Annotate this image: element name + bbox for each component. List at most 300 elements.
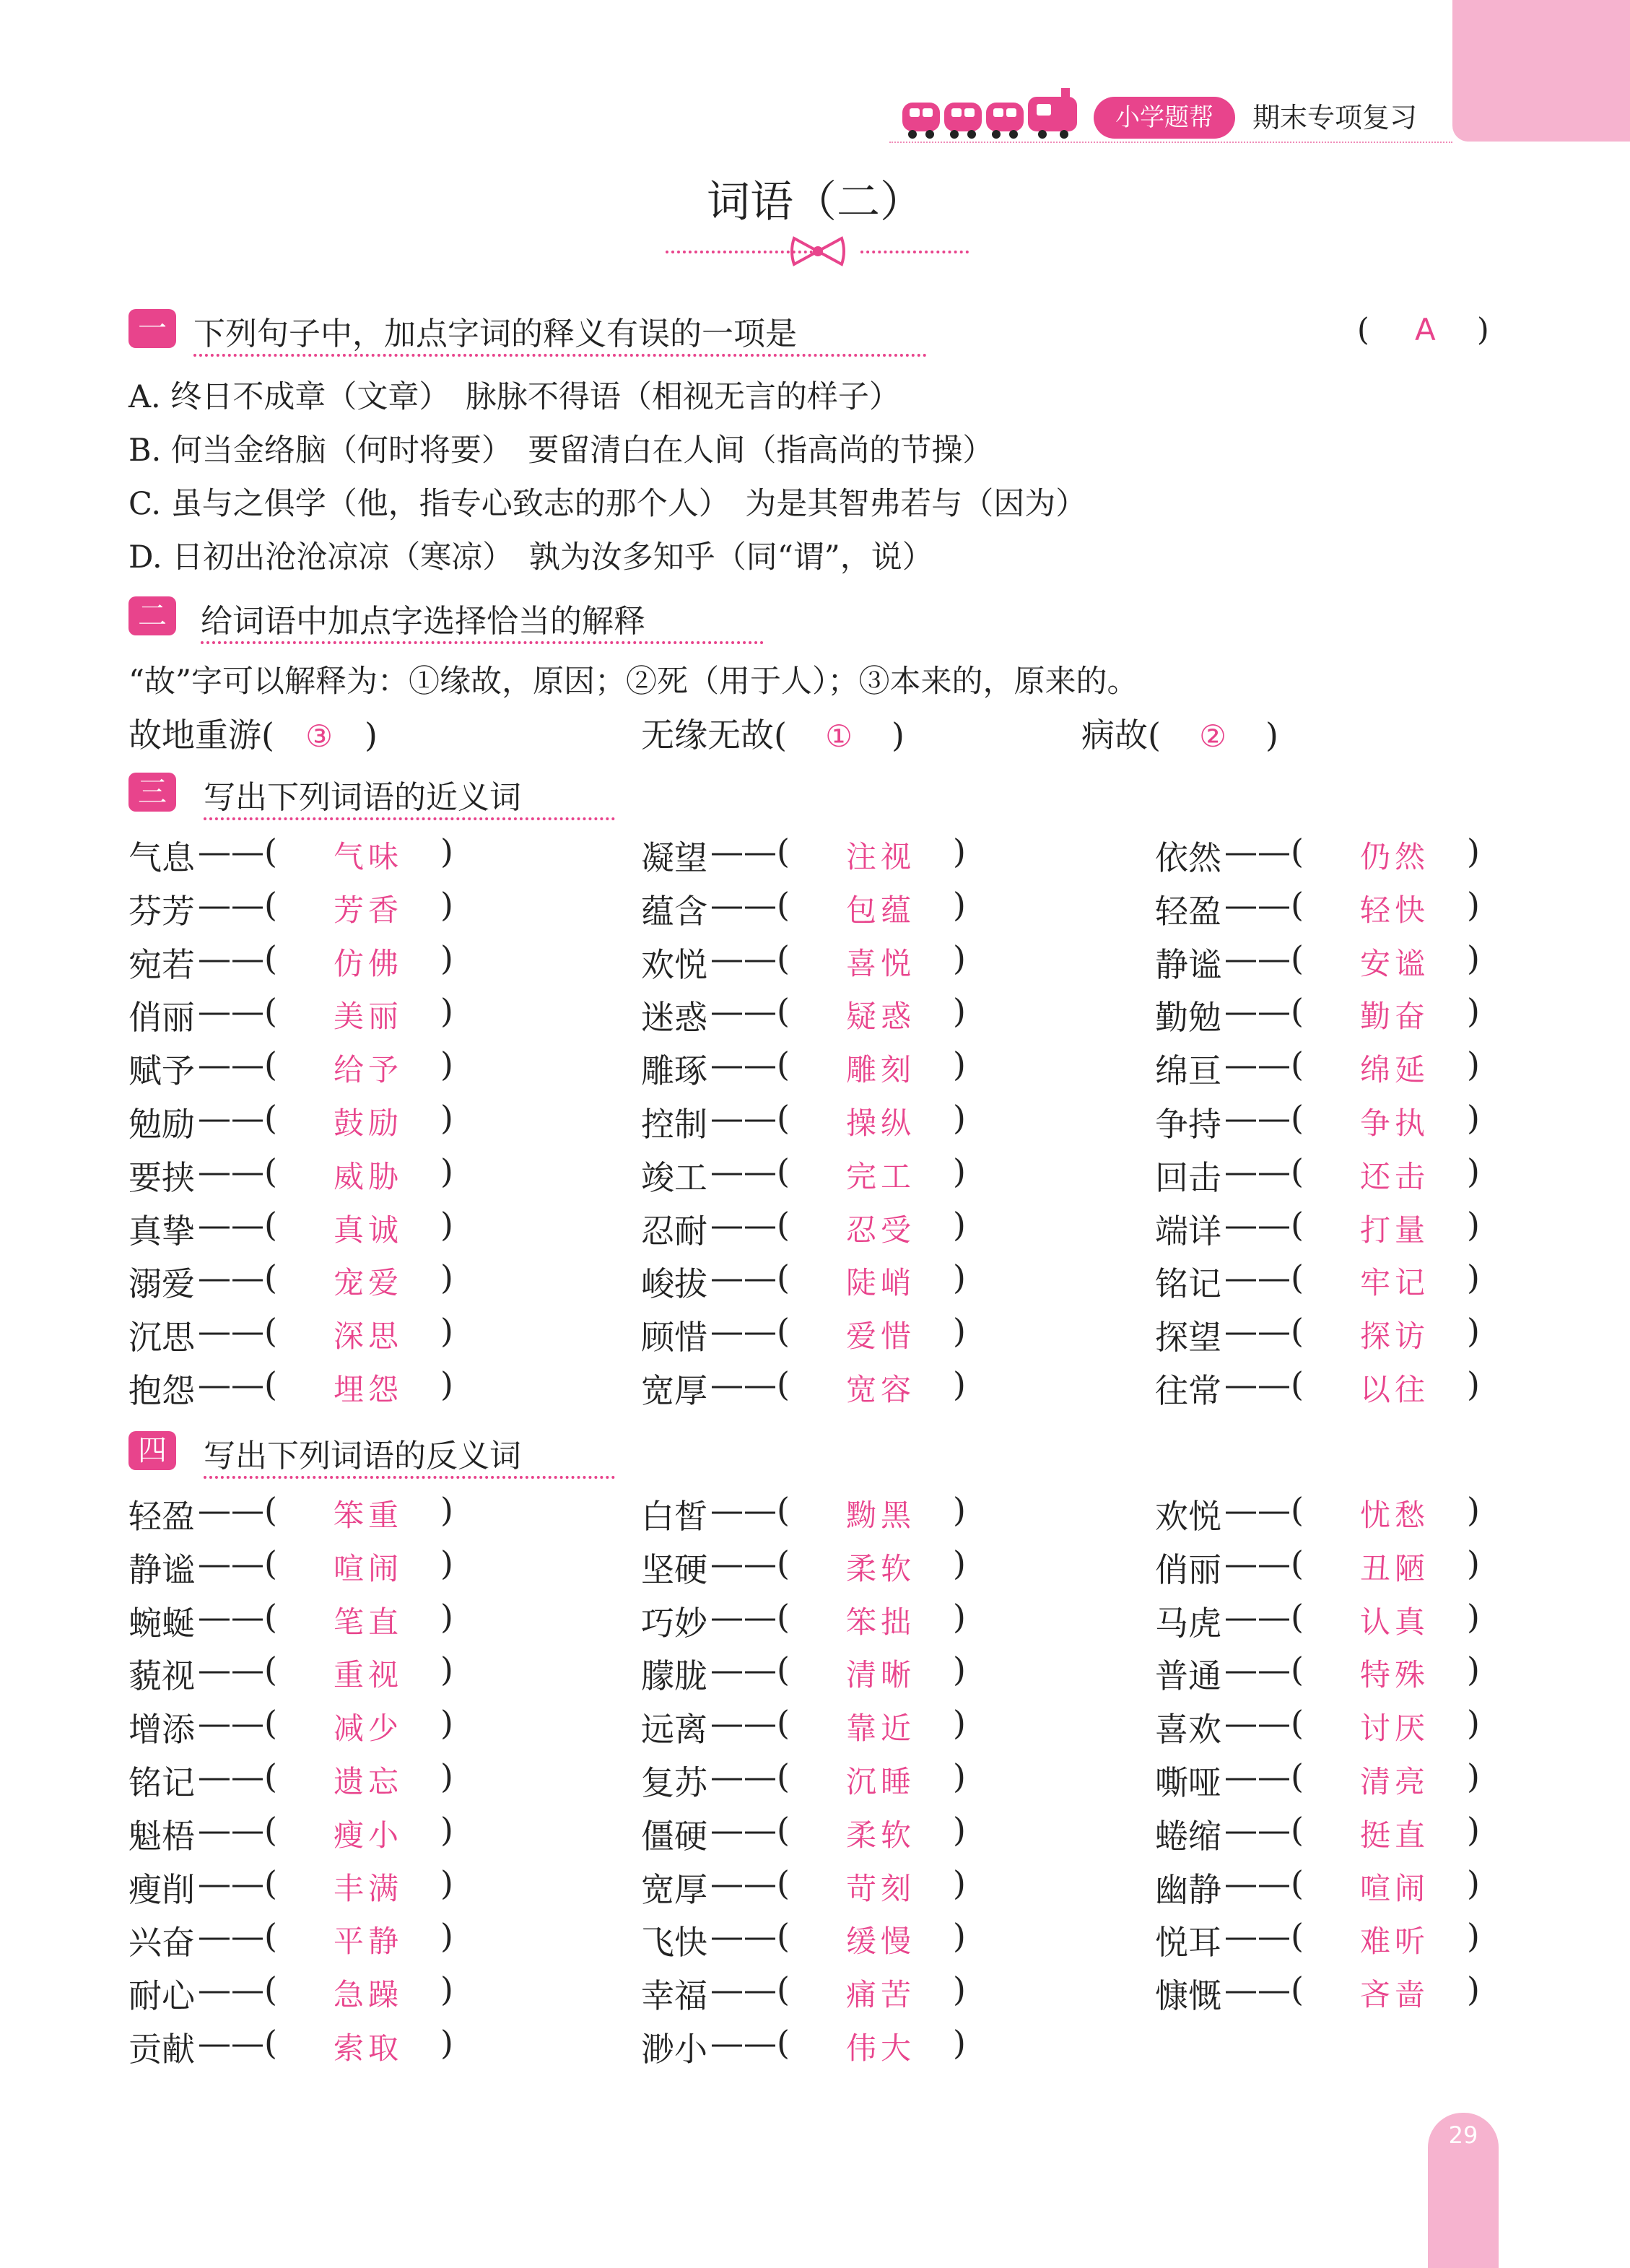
answer-word: 丑陋 — [1360, 1551, 1430, 1586]
section-3-title: 写出下列词语的近义词 — [204, 779, 521, 816]
close-paren: ) — [440, 832, 453, 871]
answer-word: 瘦小 — [334, 1817, 404, 1853]
close-paren: ) — [440, 1864, 453, 1903]
bow-icon — [790, 234, 846, 269]
prompt-word: 铭记 — [1155, 1264, 1221, 1303]
close-paren: ) — [953, 1810, 966, 1849]
close-paren: ) — [953, 1365, 966, 1404]
brand-badge: 小学题帮 — [1094, 97, 1235, 139]
prompt-word: 嘶哑 — [1155, 1763, 1221, 1802]
prompt-word: 绵亘 — [1155, 1051, 1221, 1090]
word-pair-row — [128, 1650, 533, 1693]
dash-open-paren: ——( — [1224, 832, 1304, 871]
prompt-word: 轻盈 — [1155, 892, 1221, 931]
section-2-badge: 二 — [128, 596, 176, 635]
close-paren: ) — [953, 1258, 966, 1297]
prompt-word: 飞快 — [641, 1923, 707, 1962]
close-paren: ) — [953, 2023, 966, 2062]
word-pair-row — [641, 1597, 1045, 1641]
word-pair-row — [641, 1650, 1045, 1693]
word-pair-row — [128, 1703, 533, 1747]
dash-open-paren: ——( — [198, 1490, 277, 1529]
prompt-word: 铭记 — [128, 1763, 195, 1802]
answer-word: 完工 — [846, 1159, 916, 1194]
prompt-word: 增添 — [128, 1710, 195, 1749]
close-paren: ) — [1467, 1757, 1480, 1796]
close-paren: ) — [440, 1258, 453, 1297]
word-pair-row — [1155, 1098, 1559, 1142]
prompt-word: 悦耳 — [1155, 1923, 1221, 1962]
close-paren: ) — [1467, 991, 1480, 1030]
dash-open-paren: ——( — [710, 1544, 790, 1583]
prompt-word: 溺爱 — [128, 1264, 195, 1303]
answer-word: 笨拙 — [846, 1604, 916, 1640]
answer-word: 雕刻 — [846, 1052, 916, 1087]
word-pair-row — [128, 939, 533, 982]
dash-open-paren: ——( — [1224, 1916, 1304, 1955]
close-paren: ) — [1467, 1970, 1480, 2009]
word-pair-row — [128, 1311, 533, 1355]
dash-open-paren: ——( — [198, 939, 277, 978]
word-pair-row — [1155, 939, 1559, 982]
answer-close-paren: ) — [1477, 312, 1489, 348]
answer-word: 伟大 — [846, 2030, 916, 2066]
prompt-word: 静谧 — [128, 1550, 195, 1589]
word-pair-row — [1155, 1703, 1559, 1747]
close-paren: ) — [1467, 1258, 1480, 1297]
answer-word: 苛刻 — [846, 1871, 916, 1906]
prompt-word: 贡献 — [128, 2030, 195, 2069]
answer-word: 美丽 — [334, 999, 404, 1034]
dash-open-paren: ——( — [1224, 1098, 1304, 1137]
prompt-word: 宽厚 — [641, 1870, 707, 1909]
word-pair-row — [1155, 1045, 1559, 1088]
prompt-word: 迷惑 — [641, 998, 707, 1037]
answer-word: 勤奋 — [1360, 999, 1430, 1034]
answer-word: 挺直 — [1360, 1817, 1430, 1853]
dash-open-paren: ——( — [1224, 1970, 1304, 2009]
prompt-word: 巧妙 — [641, 1604, 707, 1643]
section-1-answer: A — [1415, 312, 1436, 347]
answer-word: 丰满 — [334, 1871, 404, 1906]
dash-open-paren: ——( — [1224, 1757, 1304, 1796]
dash-open-paren: ——( — [1224, 1703, 1304, 1742]
word-pair-row — [128, 1757, 533, 1800]
answer-word: 平静 — [334, 1924, 404, 1959]
dash-open-paren: ——( — [710, 1864, 790, 1903]
close-paren: ) — [440, 939, 453, 978]
dash-open-paren: ——( — [1224, 1810, 1304, 1849]
answer-word: 黝黑 — [846, 1498, 916, 1533]
close-paren: ) — [440, 1365, 453, 1404]
word-pair-row — [128, 832, 533, 875]
section-2-item: 无缘无故( ① ) — [641, 716, 905, 755]
close-paren: ) — [1467, 1152, 1480, 1191]
answer-word: 轻快 — [1360, 892, 1430, 928]
dash-open-paren: ——( — [710, 1650, 790, 1689]
prompt-word: 峻拔 — [641, 1264, 707, 1303]
close-paren: ) — [1467, 1311, 1480, 1350]
dash-open-paren: ——( — [1224, 1258, 1304, 1297]
prompt-word: 远离 — [641, 1710, 707, 1749]
prompt-word: 静谧 — [1155, 945, 1221, 984]
word-pair-row — [1155, 1916, 1559, 1960]
answer-word: 深思 — [334, 1318, 404, 1354]
prompt-word: 争持 — [1155, 1105, 1221, 1144]
answer-word: 难听 — [1360, 1924, 1430, 1959]
close-paren: ) — [1467, 1490, 1480, 1529]
dash-open-paren: ——( — [198, 1311, 277, 1350]
answer-word: 急躁 — [334, 1977, 404, 2012]
answer-word: 仍然 — [1360, 839, 1430, 874]
close-paren: ) — [953, 1864, 966, 1903]
dash-open-paren: ——( — [710, 1757, 790, 1796]
close-paren: ) — [1467, 1544, 1480, 1583]
dash-open-paren: ——( — [198, 885, 277, 924]
answer-word: 注视 — [846, 839, 916, 874]
word-pair-row — [128, 1597, 533, 1641]
prompt-word: 依然 — [1155, 838, 1221, 877]
word-pair-row — [1155, 1864, 1559, 1907]
page-number: 29 — [1448, 2121, 1478, 2149]
prompt-word: 蜷缩 — [1155, 1817, 1221, 1856]
answer-word: 吝啬 — [1360, 1977, 1430, 2012]
answer-word: 喜悦 — [846, 946, 916, 981]
close-paren: ) — [953, 1597, 966, 1636]
prompt-word: 抱怨 — [128, 1371, 195, 1410]
answer-word: 宽容 — [846, 1372, 916, 1407]
prompt-word: 俏丽 — [128, 998, 195, 1037]
word-pair-row — [641, 1810, 1045, 1854]
close-paren: ) — [1467, 1045, 1480, 1084]
close-paren: ) — [440, 1916, 453, 1955]
prompt-word: 瘦削 — [128, 1870, 195, 1909]
dash-open-paren: ——( — [198, 1757, 277, 1796]
corner-tab — [1452, 0, 1630, 142]
dash-open-paren: ——( — [1224, 1650, 1304, 1689]
dash-open-paren: ——( — [198, 1152, 277, 1191]
answer-word: 沉睡 — [846, 1764, 916, 1799]
word-pair-row — [641, 2023, 1045, 2067]
word-pair-row — [1155, 1490, 1559, 1534]
answer-word: 牢记 — [1360, 1265, 1430, 1300]
answer-word: 包蕴 — [846, 892, 916, 928]
word-pair-row — [128, 885, 533, 929]
section-3-underline — [204, 817, 615, 820]
close-paren: ) — [440, 1152, 453, 1191]
dash-open-paren: ——( — [198, 991, 277, 1030]
answer-word: 喧闹 — [1360, 1871, 1430, 1906]
dash-open-paren: ——( — [710, 1970, 790, 2009]
answer-open-paren: ( — [1357, 312, 1369, 348]
close-paren: ) — [440, 1757, 453, 1796]
title-divider-right — [860, 251, 969, 253]
word-pair-row — [641, 1864, 1045, 1907]
word-pair-row — [641, 1205, 1045, 1251]
dash-open-paren: ——( — [198, 1597, 277, 1636]
close-paren: ) — [953, 1703, 966, 1742]
prompt-word: 普通 — [1155, 1656, 1221, 1695]
word-pair-row — [128, 1152, 533, 1195]
item-answer: ③ — [305, 718, 337, 754]
word-pair-row — [1155, 1258, 1559, 1301]
prompt-word: 凝望 — [641, 838, 707, 877]
answer-word: 特殊 — [1360, 1657, 1430, 1693]
answer-word: 争执 — [1360, 1105, 1430, 1141]
prompt-word: 真挚 — [128, 1212, 195, 1251]
dash-open-paren: ——( — [710, 1152, 790, 1191]
close-paren: ) — [953, 1757, 966, 1796]
page-title: 词语（二） — [707, 177, 923, 227]
word-pair-row — [128, 1045, 533, 1088]
prompt-word: 芬芳 — [128, 892, 195, 931]
dash-open-paren: ——( — [198, 1916, 277, 1955]
answer-word: 讨厌 — [1360, 1711, 1430, 1746]
word-pair-row — [1155, 1650, 1559, 1693]
section-1-underline — [193, 354, 927, 357]
close-paren: ) — [440, 885, 453, 924]
close-paren: ) — [953, 939, 966, 978]
item-word: 故地重游 — [128, 716, 261, 755]
prompt-word: 白皙 — [641, 1497, 707, 1536]
dash-open-paren: ——( — [1224, 1152, 1304, 1191]
dash-open-paren: ——( — [710, 832, 790, 871]
dash-open-paren: ——( — [1224, 939, 1304, 978]
close-paren: ) — [440, 2023, 453, 2062]
word-pair-row — [641, 1916, 1045, 1960]
answer-word: 认真 — [1360, 1604, 1430, 1640]
close-paren: ) — [953, 1098, 966, 1137]
dash-open-paren: ——( — [1224, 1045, 1304, 1084]
prompt-word: 坚硬 — [641, 1550, 707, 1589]
close-paren: ) — [953, 885, 966, 924]
word-pair-row — [641, 1544, 1045, 1587]
dash-open-paren: ——( — [1224, 1864, 1304, 1903]
prompt-word: 控制 — [641, 1105, 707, 1144]
answer-word: 减少 — [334, 1711, 404, 1746]
dash-open-paren: ——( — [1224, 991, 1304, 1030]
answer-word: 喧闹 — [334, 1551, 404, 1586]
close-paren: ) — [953, 1970, 966, 2009]
word-pair-row — [641, 1258, 1045, 1301]
word-pair-row — [128, 1864, 533, 1907]
dash-open-paren: ——( — [198, 1205, 277, 1244]
close-paren: ) — [440, 1311, 453, 1350]
answer-word: 打量 — [1360, 1212, 1430, 1248]
word-pair-row — [641, 1490, 1045, 1534]
word-pair-row — [641, 1311, 1045, 1355]
answer-word: 重视 — [334, 1657, 404, 1693]
close-paren: ) — [953, 1916, 966, 1955]
prompt-word: 耐心 — [128, 1976, 195, 2015]
answer-word: 清亮 — [1360, 1764, 1430, 1799]
dash-open-paren: ——( — [710, 1597, 790, 1636]
close-paren: ) — [953, 991, 966, 1030]
answer-word: 笨重 — [334, 1498, 404, 1533]
answer-word: 安谧 — [1360, 946, 1430, 981]
answer-word: 清晰 — [846, 1657, 916, 1693]
word-pair-row — [128, 1098, 533, 1142]
answer-word: 绵延 — [1360, 1052, 1430, 1087]
answer-word: 气味 — [334, 839, 404, 874]
option-d: D. 日初出沧沧凉凉（寒凉） 孰为汝多知乎（同“谓”，说） — [128, 539, 933, 575]
word-pair-row — [1155, 1970, 1559, 2013]
dash-open-paren: ——( — [1224, 1205, 1304, 1244]
prompt-word: 宛若 — [128, 945, 195, 984]
word-pair-row — [1155, 1757, 1559, 1800]
close-paren: ) — [1467, 1205, 1480, 1244]
close-paren: ) — [1467, 1916, 1480, 1955]
word-pair-row — [128, 1970, 533, 2013]
prompt-word: 要挟 — [128, 1158, 195, 1197]
word-pair-row — [1155, 1810, 1559, 1854]
answer-word: 忧愁 — [1360, 1498, 1430, 1533]
prompt-word: 勤勉 — [1155, 998, 1221, 1037]
close-paren: ) — [1467, 885, 1480, 924]
prompt-word: 蕴含 — [641, 892, 707, 931]
dash-open-paren: ——( — [1224, 1365, 1304, 1404]
dash-open-paren: ——( — [198, 1970, 277, 2009]
dash-open-paren: ——( — [710, 1365, 790, 1404]
prompt-word: 复苏 — [641, 1763, 707, 1802]
dash-open-paren: ——( — [1224, 1544, 1304, 1583]
prompt-word: 僵硬 — [641, 1817, 707, 1856]
dash-open-paren: ——( — [198, 832, 277, 871]
close-paren: ) — [1467, 1703, 1480, 1742]
section-2-item: 故地重游( ③ ) — [128, 716, 378, 755]
word-pair-row — [641, 1152, 1045, 1195]
close-paren: ) — [953, 1544, 966, 1583]
prompt-word: 竣工 — [641, 1158, 707, 1197]
close-paren: ) — [1467, 1810, 1480, 1849]
dash-open-paren: ——( — [198, 1098, 277, 1137]
prompt-word: 幸福 — [641, 1976, 707, 2015]
word-pair-row — [1155, 991, 1559, 1035]
close-paren: ) — [953, 1311, 966, 1350]
section-3-badge: 三 — [128, 773, 176, 812]
dash-open-paren: ——( — [198, 1703, 277, 1742]
option-c: C. 虽与之俱学（他，指专心致志的那个人） 为是其智弗若与（因为） — [128, 486, 1087, 522]
word-pair-row — [128, 1916, 533, 1960]
answer-word: 靠近 — [846, 1711, 916, 1746]
close-paren: ) — [440, 1703, 453, 1742]
word-pair-row — [641, 885, 1045, 929]
word-pair-row — [641, 1970, 1045, 2013]
dash-open-paren: ——( — [198, 1544, 277, 1583]
dash-open-paren: ——( — [710, 1311, 790, 1350]
answer-word: 索取 — [334, 2030, 404, 2066]
word-pair-row — [641, 991, 1045, 1035]
dash-open-paren: ——( — [1224, 1490, 1304, 1529]
close-paren: ) — [953, 1152, 966, 1191]
option-a: A. 终日不成章（文章） 脉脉不得语（相视无言的样子） — [128, 379, 900, 415]
answer-word: 柔软 — [846, 1551, 916, 1586]
answer-word: 宠爱 — [334, 1265, 404, 1300]
word-pair-row — [641, 832, 1045, 875]
prompt-word: 勉励 — [128, 1105, 195, 1144]
close-paren: ) — [1467, 1098, 1480, 1137]
word-pair-row — [641, 1757, 1045, 1800]
prompt-word: 顾惜 — [641, 1318, 707, 1357]
dash-open-paren: ——( — [710, 1045, 790, 1084]
prompt-word: 藐视 — [128, 1656, 195, 1695]
prompt-word: 蜿蜒 — [128, 1604, 195, 1643]
prompt-word: 俏丽 — [1155, 1550, 1221, 1589]
prompt-word: 往常 — [1155, 1371, 1221, 1410]
answer-word: 笔直 — [334, 1604, 404, 1640]
prompt-word: 魁梧 — [128, 1817, 195, 1856]
series-label: 期末专项复习 — [1252, 102, 1418, 134]
prompt-word: 喜欢 — [1155, 1710, 1221, 1749]
close-paren: ) — [440, 1650, 453, 1689]
close-paren: ) — [953, 1045, 966, 1084]
option-b: B. 何当金络脑（何时将要） 要留清白在人间（指高尚的节操） — [128, 433, 994, 469]
close-paren: ) — [953, 1490, 966, 1529]
word-pair-row — [1155, 1152, 1559, 1195]
close-paren: ) — [1467, 1597, 1480, 1636]
dash-open-paren: ——( — [198, 1365, 277, 1404]
answer-word: 给予 — [334, 1052, 404, 1087]
section-4-badge: 四 — [128, 1431, 176, 1470]
answer-word: 以往 — [1360, 1372, 1430, 1407]
prompt-word: 回击 — [1155, 1158, 1221, 1197]
word-pair-row — [1155, 1311, 1559, 1355]
prompt-word: 忍耐 — [641, 1212, 707, 1251]
dash-open-paren: ——( — [198, 1864, 277, 1903]
answer-word: 疑惑 — [846, 999, 916, 1034]
item-word: 无缘无故 — [641, 716, 774, 755]
close-paren: ) — [440, 991, 453, 1030]
dash-open-paren: ——( — [710, 939, 790, 978]
dash-open-paren: ——( — [198, 2023, 277, 2062]
train-icon — [901, 87, 1081, 143]
dash-open-paren: ——( — [710, 991, 790, 1030]
section-2-title: 给词语中加点字选择恰当的解释 — [201, 603, 645, 640]
prompt-word: 沉思 — [128, 1318, 195, 1357]
answer-word: 埋怨 — [334, 1372, 404, 1407]
word-pair-row — [128, 1205, 533, 1251]
answer-word: 柔软 — [846, 1817, 916, 1853]
section-2-item: 病故( ② ) — [1081, 716, 1278, 755]
close-paren: ) — [953, 832, 966, 871]
close-paren: ) — [1467, 939, 1480, 978]
dash-open-paren: ——( — [710, 1205, 790, 1244]
answer-word: 探访 — [1360, 1318, 1430, 1354]
item-answer: ① — [825, 718, 857, 754]
answer-word: 陡峭 — [846, 1265, 916, 1300]
prompt-word: 朦胧 — [641, 1656, 707, 1695]
dash-open-paren: ——( — [710, 1916, 790, 1955]
dash-open-paren: ——( — [710, 1703, 790, 1742]
section-2-underline — [201, 641, 764, 644]
close-paren: ) — [1467, 1864, 1480, 1903]
word-pair-row — [128, 1544, 533, 1587]
prompt-word: 探望 — [1155, 1318, 1221, 1357]
dash-open-paren: ——( — [1224, 1311, 1304, 1350]
prompt-word: 雕琢 — [641, 1051, 707, 1090]
prompt-word: 渺小 — [641, 2030, 707, 2069]
item-answer: ② — [1199, 718, 1231, 754]
word-pair-row — [641, 1098, 1045, 1142]
answer-word: 爱惜 — [846, 1318, 916, 1354]
prompt-word: 气息 — [128, 838, 195, 877]
answer-word: 芳香 — [334, 892, 404, 928]
dash-open-paren: ——( — [710, 1258, 790, 1297]
prompt-word: 欢悦 — [641, 945, 707, 984]
section-4-underline — [204, 1476, 615, 1479]
close-paren: ) — [1467, 1650, 1480, 1689]
header-divider — [889, 142, 1452, 143]
